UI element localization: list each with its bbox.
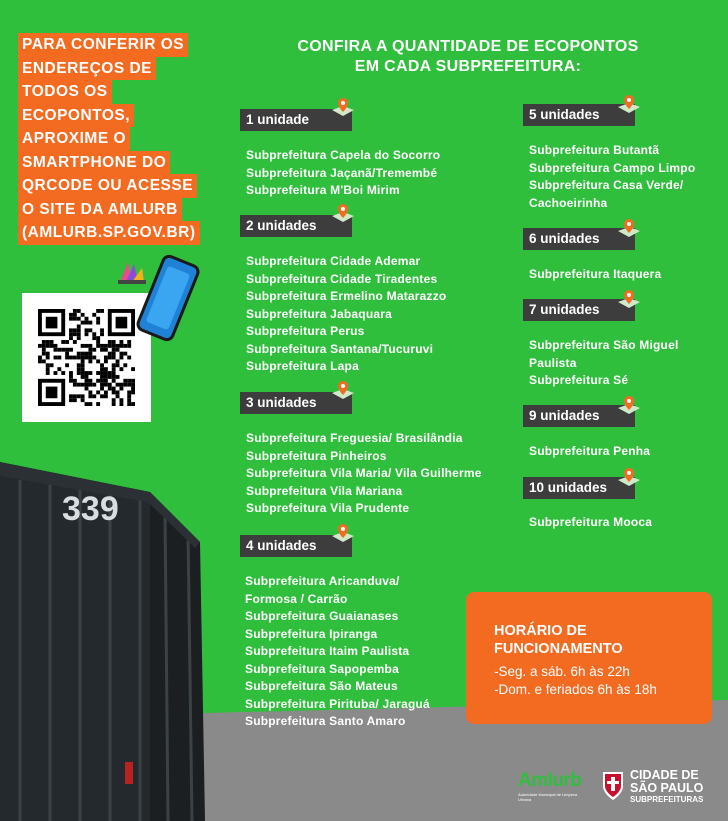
- info-line: APROXIME O: [18, 127, 130, 151]
- list-item: Subprefeitura Sé: [529, 373, 629, 387]
- list-item: Subprefeitura Jaçanã/Tremembé: [246, 165, 438, 180]
- sao-paulo-logo-line1: CIDADE DE: [630, 768, 699, 782]
- info-line: ENDEREÇOS DE: [18, 57, 156, 81]
- group-header: 6 unidades: [523, 228, 635, 250]
- group-header: 5 unidades: [523, 104, 635, 126]
- sao-paulo-logo-line3: SUBPREFEITURAS: [630, 795, 704, 804]
- hours-box: [466, 592, 712, 724]
- page-title-line1: CONFIRA A QUANTIDADE DE ECOPONTOS: [297, 38, 639, 55]
- map-pin-icon: [618, 288, 640, 310]
- info-line: TODOS OS: [18, 80, 112, 104]
- dumpster-number: 339: [62, 490, 119, 528]
- hours-line: -Seg. a sáb. 6h às 22h: [494, 664, 630, 679]
- hours-title-line1: HORÁRIO DE: [494, 623, 587, 639]
- list-item: Subprefeitura Pirituba/ Jaraguá: [245, 696, 430, 711]
- info-block: [18, 33, 198, 245]
- list-item: Subprefeitura Lapa: [246, 359, 359, 373]
- list-item: Subprefeitura Guaianases: [245, 609, 399, 623]
- map-pin-icon: [618, 394, 640, 416]
- group-header: 2 unidades: [240, 215, 352, 237]
- list-item: Cachoeirinha: [529, 195, 608, 210]
- map-pin-icon: [332, 379, 354, 401]
- list-item: Subprefeitura Freguesia/ Brasilândia: [246, 431, 463, 445]
- list-item: Subprefeitura Jabaquara: [246, 306, 392, 321]
- group-header: 3 unidades: [240, 392, 352, 414]
- group-header: 1 unidade: [240, 109, 352, 131]
- list-item: Subprefeitura Santo Amaro: [245, 714, 406, 728]
- colorful-fan-icon: [118, 258, 146, 284]
- list-item: Subprefeitura São Mateus: [245, 679, 398, 693]
- info-line: SMARTPHONE DO: [18, 151, 170, 175]
- group-header: 9 unidades: [523, 405, 635, 427]
- list-item: Subprefeitura Vila Maria/ Vila Guilherme: [246, 466, 482, 480]
- list-item: Subprefeitura Ipiranga: [245, 626, 378, 641]
- sao-paulo-logo-line2: SÃO PAULO: [630, 781, 704, 795]
- info-line: PARA CONFERIR OS: [18, 33, 188, 57]
- sao-paulo-crest-icon: [600, 768, 626, 802]
- hours-title-line2: FUNCIONAMENTO: [494, 641, 623, 657]
- map-pin-icon: [618, 466, 640, 488]
- amlurb-logo: Amlurb: [518, 770, 582, 791]
- map-pin-icon: [332, 202, 354, 224]
- list-item: Subprefeitura Butantã: [529, 143, 660, 157]
- list-item: Formosa / Carrão: [245, 591, 348, 606]
- list-item: Subprefeitura Vila Prudente: [246, 501, 410, 515]
- list-item: Subprefeitura Cidade Tiradentes: [246, 271, 438, 286]
- page-title-line2: EM CADA SUBPREFEITURA:: [354, 58, 582, 75]
- list-item: Subprefeitura Pinheiros: [246, 448, 387, 463]
- info-line: O SITE DA AMLURB: [18, 198, 182, 222]
- group-header: 10 unidades: [523, 477, 635, 499]
- hours-line: -Dom. e feriados 6h às 18h: [494, 682, 657, 697]
- map-pin-icon: [618, 93, 640, 115]
- list-item: Subprefeitura M'Boi Mirim: [246, 183, 400, 197]
- info-line: QRCODE OU ACESSE: [18, 174, 197, 198]
- group-header: 7 unidades: [523, 299, 635, 321]
- list-item: Subprefeitura Santana/Tucuruvi: [246, 341, 434, 356]
- hours-title: [494, 622, 694, 658]
- info-line: (AMLURB.SP.GOV.BR): [18, 221, 200, 245]
- list-item: Subprefeitura Sapopemba: [245, 661, 399, 676]
- list-item: Subprefeitura Itaquera: [529, 267, 662, 281]
- list-item: Subprefeitura Aricanduva/: [245, 574, 400, 588]
- list-item: Subprefeitura Campo Limpo: [529, 160, 696, 175]
- group-header: 4 unidades: [240, 535, 352, 557]
- info-line: ECOPONTOS,: [18, 104, 134, 128]
- qr-code[interactable]: [22, 293, 151, 422]
- map-pin-icon: [332, 522, 354, 544]
- list-item: Subprefeitura Cidade Ademar: [246, 254, 421, 268]
- list-item: Subprefeitura Perus: [246, 324, 365, 338]
- list-item: Subprefeitura Capela do Socorro: [246, 148, 441, 162]
- list-item: Paulista: [529, 355, 577, 370]
- list-item: Subprefeitura Ermelino Matarazzo: [246, 289, 447, 303]
- amlurb-subtitle: Autoridade Municipal de Limpeza Urbana: [518, 792, 578, 802]
- map-pin-icon: [332, 96, 354, 118]
- list-item: Subprefeitura São Miguel: [529, 338, 679, 352]
- map-pin-icon: [618, 217, 640, 239]
- list-item: Subprefeitura Mooca: [529, 515, 653, 529]
- list-item: Subprefeitura Penha: [529, 444, 651, 458]
- list-item: Subprefeitura Vila Mariana: [246, 483, 403, 498]
- list-item: Subprefeitura Itaim Paulista: [245, 644, 410, 658]
- list-item: Subprefeitura Casa Verde/: [529, 178, 684, 192]
- dumpster-image: [0, 462, 205, 821]
- qr-code-pattern: [38, 309, 135, 406]
